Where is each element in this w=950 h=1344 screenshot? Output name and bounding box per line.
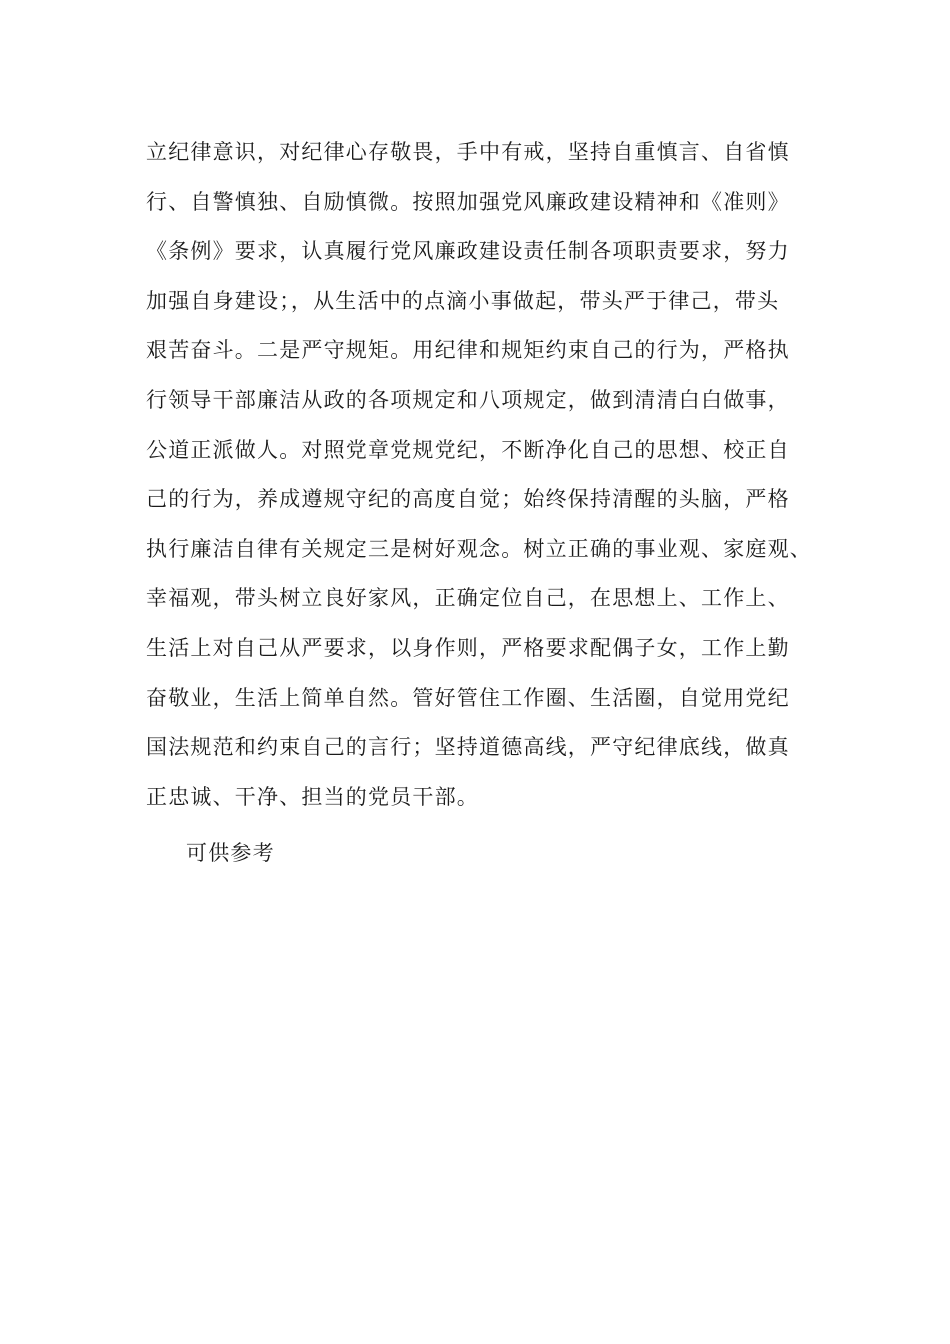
- paragraph-line: 《条例》要求，认真履行党风廉政建设责任制各项职责要求，努力: [146, 239, 790, 264]
- closing-note: 可供参考: [186, 841, 275, 865]
- paragraph-line: 幸福观，带头树立良好家风，正确定位自己，在思想上、工作上、: [146, 586, 790, 611]
- paragraph-line: 执行廉洁自律有关规定三是树好观念。树立正确的事业观、家庭观、: [146, 536, 812, 561]
- paragraph-line: 奋敬业，生活上简单自然。管好管住工作圈、生活圈，自觉用党纪: [146, 685, 790, 710]
- paragraph-line: 公道正派做人。对照党章党规党纪，不断净化自己的思想、校正自: [146, 437, 790, 462]
- paragraph-line: 生活上对自己从严要求，以身作则，严格要求配偶子女，工作上勤: [146, 635, 790, 660]
- paragraph-line: 加强自身建设；，从生活中的点滴小事做起，带头严于律己，带头: [146, 288, 780, 313]
- paragraph-line: 立纪律意识，对纪律心存敬畏，手中有戒，坚持自重慎言、自省慎: [146, 140, 790, 164]
- paragraph-line: 艰苦奋斗。二是严守规矩。用纪律和规矩约束自己的行为，严格执: [146, 338, 790, 363]
- paragraph-line: 正忠诚、干净、担当的党员干部。: [146, 784, 479, 809]
- paragraph-line: 行、自警慎独、自励慎微。按照加强党风廉政建设精神和《准则》: [146, 189, 790, 214]
- body-paragraph: [146, 128, 812, 822]
- paragraph-line: 行领导干部廉洁从政的各项规定和八项规定，做到清清白白做事，: [146, 387, 790, 412]
- paragraph-line: 己的行为，养成遵规守纪的高度自觉；始终保持清醒的头脑，严格: [146, 487, 790, 512]
- paragraph-line: 国法规范和约束自己的言行；坚持道德高线，严守纪律底线，做真: [146, 735, 790, 760]
